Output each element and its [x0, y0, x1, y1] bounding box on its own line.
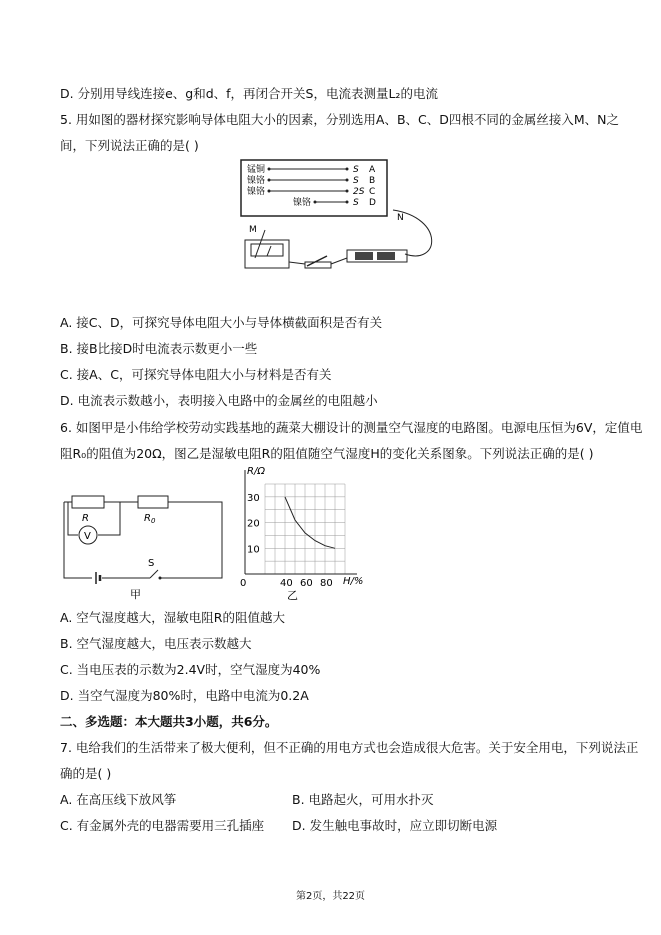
q7-option-a: A. 在高压线下放风筝	[60, 792, 177, 807]
q5-option-a: A. 接C、D，可探究导体电阻大小与导体横截面积是否有关	[60, 315, 383, 330]
chart-x-tick-label: 40	[280, 578, 293, 589]
q6-option-b: B. 空气湿度越大，电压表示数越大	[60, 636, 252, 651]
q6-option-a: A. 空气湿度越大，湿敏电阻R的阻值越大	[60, 610, 285, 625]
wire-material-B: 镍铬	[247, 176, 266, 186]
page-footer: 第2页，共22页	[295, 891, 366, 902]
wire-letter-D: D	[369, 198, 376, 208]
caption-jia: 甲	[130, 588, 141, 600]
label-r: R	[82, 513, 89, 524]
q5-option-c: C. 接A、C，可探究导体电阻大小与材料是否有关	[60, 367, 332, 382]
chart-x-tick-label: 60	[300, 578, 313, 589]
chart-y-tick-label: 10	[247, 544, 260, 556]
q4-option-d: D. 分别用导线连接e、g和d、f，再闭合开关S，电流表测量L₂的电流	[60, 86, 438, 101]
switch-apparatus	[307, 256, 327, 266]
q5-option-b: B. 接B比接D时电流表示数更小一些	[60, 341, 258, 356]
chart-x-tick-label: 80	[320, 578, 333, 589]
wire-area-B: S	[353, 176, 359, 186]
wire-material-C: 镍铬	[247, 187, 266, 197]
q5-stem-line1: 5. 用如图的器材探究影响导体电阻大小的因素，分别选用A、B、C、D四根不同的金属丝接入M、N之	[60, 112, 620, 127]
wire-letter-C: C	[369, 187, 376, 197]
resistor-r0	[138, 496, 168, 508]
section-multiple-choice: 二、多选题：本大题共3小题，共6分。	[60, 714, 278, 729]
wire-material-A: 锰铜	[247, 165, 266, 175]
wire-material-D: 镍铬	[293, 198, 312, 208]
q5-option-d: D. 电流表示数越小，表明接入电路中的金属丝的电阻越小	[60, 393, 378, 408]
q7-option-d: D. 发生触电事故时，应立即切断电源	[292, 818, 498, 833]
chart-y-tick-label: 30	[247, 492, 260, 504]
wire-area-D: S	[353, 198, 359, 208]
chart-x-tick-label: 0	[240, 578, 247, 589]
label-m: M	[249, 225, 257, 235]
label-r0: $R_0$	[144, 513, 156, 525]
wire-board-figure	[235, 158, 435, 273]
q5-stem-line2: 间，下列说法正确的是( )	[60, 138, 199, 153]
label-n: N	[397, 213, 404, 223]
wire-letter-B: B	[369, 176, 376, 186]
resistor-r	[72, 496, 104, 508]
chart-y-tick-label: 20	[247, 518, 260, 530]
chart-caption: 乙	[287, 589, 298, 602]
q6-option-d: D. 当空气湿度为80%时，电路中电流为0.2A	[60, 688, 309, 703]
wire-letter-A: A	[369, 165, 376, 175]
humidity-chart	[225, 462, 375, 602]
q7-option-c: C. 有金属外壳的电器需要用三孔插座	[60, 818, 265, 833]
circuit-diagram	[58, 490, 228, 600]
q7-stem-line1: 7. 电给我们的生活带来了极大便利，但不正确的用电方式也会造成很大危害。关于安全用电，下列说法正	[60, 740, 639, 755]
switch-icon	[150, 570, 158, 578]
q7-option-b: B. 电路起火，可用水扑灭	[292, 792, 434, 807]
q6-stem-line1: 6. 如图甲是小伟给学校劳动实践基地的蔬菜大棚设计的测量空气湿度的电路图。电源电压恒为6V，定值电	[60, 420, 643, 435]
q6-stem-line2: 阻R₀的阻值为20Ω，图乙是湿敏电阻R的阻值随空气湿度H的变化关系图象。下列说法正确的是( )	[60, 446, 594, 461]
label-switch: S	[148, 558, 155, 569]
q7-stem-line2: 确的是( )	[60, 766, 112, 781]
chart-xlabel: H/%	[343, 576, 364, 587]
q6-option-c: C. 当电压表的示数为2.4V时，空气湿度为40%	[60, 662, 321, 677]
chart-ylabel: R/Ω	[247, 466, 265, 477]
wire-area-C: 2S	[353, 187, 365, 197]
voltmeter-label: V	[84, 531, 91, 542]
wire-area-A: S	[353, 165, 359, 175]
